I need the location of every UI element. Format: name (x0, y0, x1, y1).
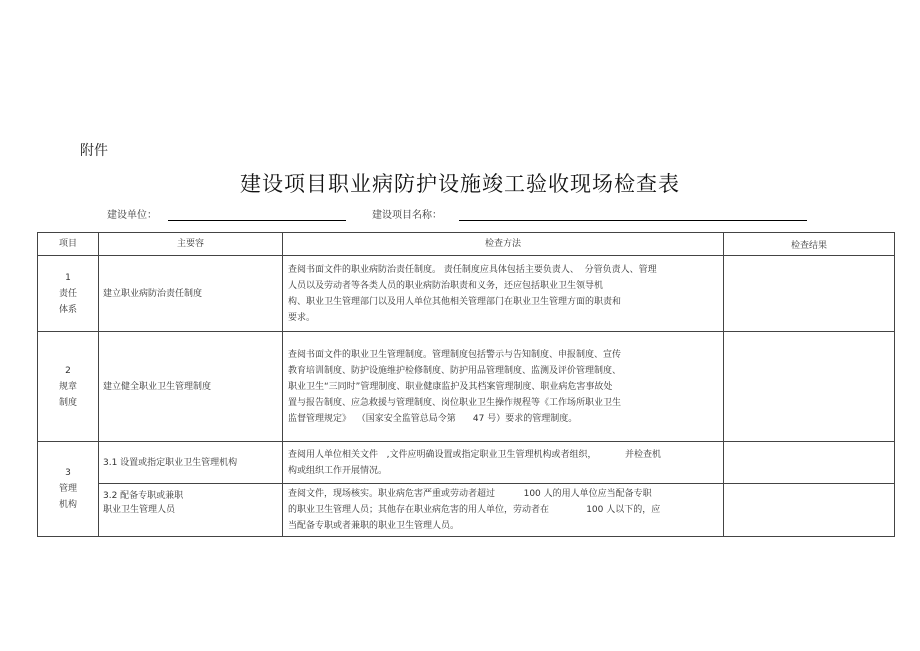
method-line: 的职业卫生管理人员；其他存在职业病危害的用人单位，劳动者在 100 人以下的，应 (288, 505, 661, 515)
page-title: 建设项目职业病防护设施竣工验收现场检查表 (240, 172, 680, 196)
table-row (38, 442, 895, 484)
header-method: 检查方法 (283, 233, 724, 256)
method-line: 职业卫生“三同时”管理制度、职业健康监护及其档案管理制度、职业病危害事故处 (288, 381, 613, 392)
project-field (372, 206, 807, 221)
item-label: 制度 (58, 397, 77, 408)
row-result[interactable] (724, 484, 895, 537)
method-line: 置与报告制度、应急救援与管理制度、岗位职业卫生操作规程等《工作场所职业卫生 (288, 397, 622, 408)
method-line: 查阅书面文件的职业病防治责任制度。 责任制度应具体包括主要负责人、 分管负责人、管理 (288, 264, 657, 275)
row-main: 建立健全职业卫生管理制度 (99, 332, 283, 442)
header-main: 主要容 (99, 233, 283, 256)
row-result[interactable] (724, 332, 895, 442)
unit-label: 建设单位： (107, 210, 157, 221)
table-row (38, 332, 895, 442)
row-method (283, 442, 724, 484)
table-header-row (38, 233, 895, 256)
row-main: 3.2 配备专职或兼职 职业卫生管理人员 (99, 484, 283, 537)
row-item (38, 442, 99, 537)
annex-label: 附件 (80, 143, 108, 159)
row-result[interactable] (724, 256, 895, 332)
row-main: 建立职业病防治责任制度 (99, 256, 283, 332)
method-line: 构、职业卫生管理部门以及用人单位其他相关管理部门在职业卫生管理方面的职责和 (288, 296, 622, 307)
unit-field (107, 206, 346, 221)
row-main: 3.1 设置或指定职业卫生管理机构 (99, 442, 283, 484)
row-method (283, 332, 724, 442)
method-line: 教育培训制度、防护设施维护检修制度、防护用品管理制度、监测及评价管理制度、 (288, 365, 622, 376)
item-label: 机构 (58, 500, 77, 510)
method-line: 查阅文件，现场核实。职业病危害严重或劳动者超过 100 人的用人单位应当配备专职 (288, 489, 652, 499)
item-label: 规章 (58, 381, 77, 392)
item-number: 1 (65, 272, 71, 283)
project-label: 建设项目名称： (372, 210, 442, 221)
row-item (38, 332, 99, 442)
method-line: 人员以及劳动者等各类人员的职业病防治职责和义务，还应包括职业卫生领导机 (288, 280, 604, 291)
row-method (283, 484, 724, 537)
table-row (38, 484, 895, 537)
header-item: 项目 (38, 233, 99, 256)
row-item (38, 256, 99, 332)
item-number: 3 (65, 468, 71, 478)
row-result[interactable] (724, 442, 895, 484)
item-label: 责任 (58, 288, 77, 299)
project-value-line[interactable] (459, 209, 807, 221)
item-label: 体系 (58, 304, 77, 315)
method-line: 要求。 (288, 312, 316, 323)
table-row (38, 256, 895, 332)
method-line: 查阅用人单位相关文件 ,文件应明确设置或指定职业卫生管理机构或者组织， 并检查机 (288, 449, 662, 460)
method-line: 查阅书面文件的职业卫生管理制度。管理制度包括警示与告知制度、申报制度、宣传 (288, 349, 622, 360)
unit-value-line[interactable] (168, 209, 346, 221)
item-label: 管理 (58, 484, 77, 494)
header-result: 检查结果 (724, 233, 895, 256)
method-line: 监督管理规定》 （国家安全监管总局令第 47 号）要求的管理制度。 (288, 413, 578, 424)
method-line: 当配备专职或者兼职的职业卫生管理人员。 (288, 521, 460, 531)
method-line: 构或组织工作开展情况。 (288, 465, 388, 476)
row-method (283, 256, 724, 332)
inspection-table (37, 232, 895, 537)
item-number: 2 (65, 365, 71, 376)
